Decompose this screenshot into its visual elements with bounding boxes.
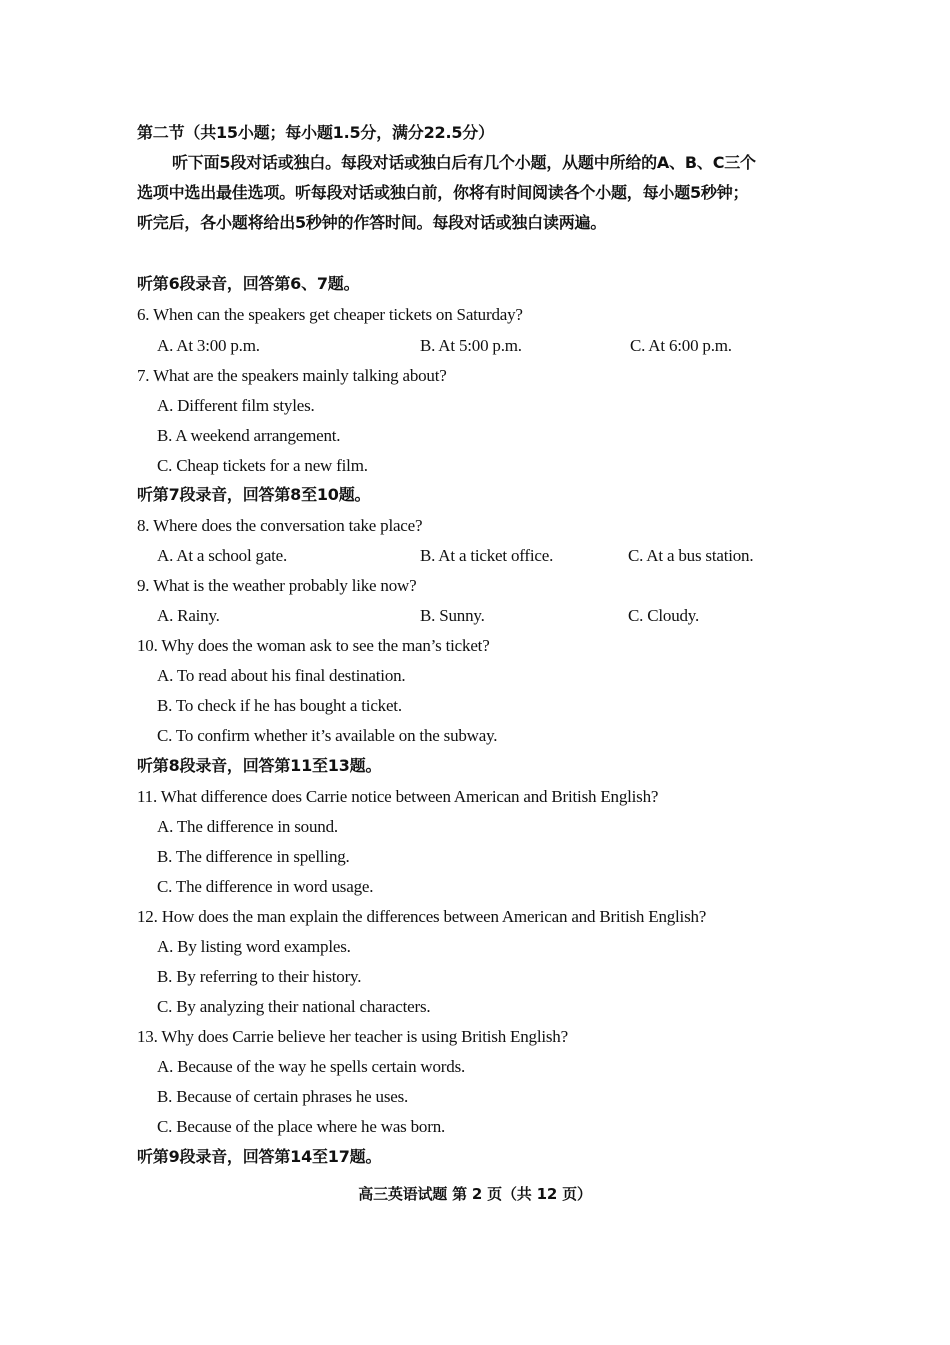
question-7-option-a: A. Different film styles.: [157, 396, 315, 415]
question-13-stem: 13. Why does Carrie believe her teacher is using British English?: [137, 1027, 568, 1046]
question-12-option-b: B. By referring to their history.: [157, 967, 362, 986]
question-9-option-a: A. Rainy.: [157, 606, 220, 625]
question-10-stem: 10. Why does the woman ask to see the man’s ticket?: [137, 636, 490, 655]
question-8-option-c: C. At a bus station.: [628, 546, 754, 565]
listening-prompt-6: 听第6段录音，回答第6、7题。: [137, 274, 360, 293]
question-8-option-a: A. At a school gate.: [157, 546, 288, 565]
listening-prompt-7: 听第7段录音，回答第8至10题。: [137, 485, 371, 504]
question-7-option-b: B. A weekend arrangement.: [157, 426, 341, 445]
question-6-option-b: B. At 5:00 p.m.: [420, 336, 522, 355]
question-12-option-c: C. By analyzing their national characters.: [157, 997, 431, 1016]
question-10-option-b: B. To check if he has bought a ticket.: [157, 696, 402, 715]
listening-prompt-8: 听第8段录音，回答第11至13题。: [137, 756, 382, 775]
question-13-option-b: B. Because of certain phrases he uses.: [157, 1087, 409, 1106]
question-12-stem: 12. How does the man explain the differences between American and British English?: [137, 907, 707, 926]
question-6-stem: 6. When can the speakers get cheaper tickets on Saturday?: [137, 305, 523, 324]
question-7-stem: 7. What are the speakers mainly talking about?: [137, 366, 447, 385]
question-10-option-a: A. To read about his final destination.: [157, 666, 406, 685]
instruction-line-3: 听完后，各小题将给出5秒钟的作答时间。每段对话或独白读两遍。: [137, 213, 607, 232]
question-9-option-c: C. Cloudy.: [628, 606, 700, 625]
question-11-option-c: C. The difference in word usage.: [157, 877, 374, 896]
question-6-option-a: A. At 3:00 p.m.: [157, 336, 260, 355]
question-9-option-b: B. Sunny.: [420, 606, 485, 625]
question-12-option-a: A. By listing word examples.: [157, 937, 351, 956]
question-10-option-c: C. To confirm whether it’s available on the subway.: [157, 726, 498, 745]
section-title: 第二节（共15小题；每小题1.5分，满分22.5分）: [137, 123, 494, 142]
question-8-stem: 8. Where does the conversation take place?: [137, 516, 423, 535]
page-footer: 高三英语试题 第 2 页（共 12 页）: [358, 1185, 592, 1203]
listening-prompt-9: 听第9段录音，回答第14至17题。: [137, 1147, 382, 1166]
question-7-option-c: C. Cheap tickets for a new film.: [157, 456, 368, 475]
instruction-line-1: 听下面5段对话或独白。每段对话或独白后有几个小题，从题中所给的A、B、C三个: [172, 153, 756, 172]
question-6-option-c: C. At 6:00 p.m.: [630, 336, 732, 355]
question-13-option-a: A. Because of the way he spells certain words.: [157, 1057, 466, 1076]
question-13-option-c: C. Because of the place where he was born.: [157, 1117, 446, 1136]
question-9-stem: 9. What is the weather probably like now?: [137, 576, 417, 595]
question-8-option-b: B. At a ticket office.: [420, 546, 554, 565]
question-11-option-a: A. The difference in sound.: [157, 817, 338, 836]
question-11-stem: 11. What difference does Carrie notice between American and British English?: [137, 787, 659, 806]
question-11-option-b: B. The difference in spelling.: [157, 847, 350, 866]
instruction-line-2: 选项中选出最佳选项。听每段对话或独白前，你将有时间阅读各个小题，每小题5秒钟；: [137, 183, 749, 202]
